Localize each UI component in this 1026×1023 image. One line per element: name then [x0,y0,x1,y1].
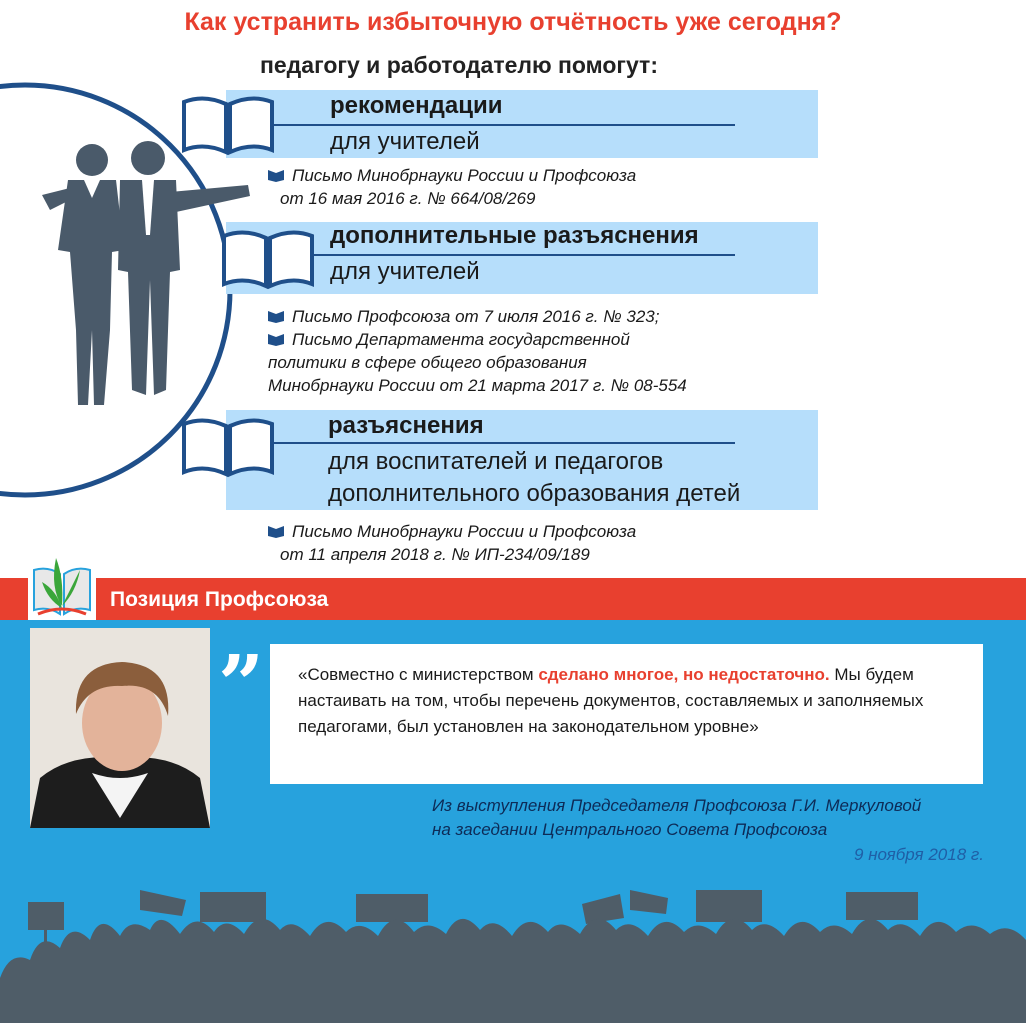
quote-mark-icon: ” [218,637,265,731]
open-book-icon [220,228,316,290]
crowd-silhouette [0,870,1026,1023]
quote-highlight: сделано многое, но недостаточно. [538,665,830,684]
item-1-sub: для учителей [330,128,480,155]
union-logo-icon [28,548,96,624]
section-title: Позиция Профсоюза [110,588,329,611]
item-3-refs [268,520,636,566]
ref-line: Минобрнауки России от 21 марта 2017 г. № 08-554 [268,376,687,395]
item-2-rule [310,254,735,256]
item-1-rule [270,124,735,126]
open-book-icon [180,94,276,156]
page-subtitle: педагогу и работодателю помогут: [260,52,658,78]
ref-line: политики в сфере общего образования [268,353,587,372]
item-2-sub: для учителей [330,258,480,285]
page-title: Как устранить избыточную отчётность уже сегодня? [184,8,842,36]
quote-text [298,662,968,740]
item-1-title: рекомендации [330,92,503,119]
attribution-line-1: Из выступления Председателя Профсоюза Г.И. Меркуловой [432,796,922,815]
quote-date: 9 ноября 2018 г. [854,845,984,864]
bullet-icon [268,306,284,320]
attribution-line-2: на заседании Центрального Совета Профсоюза [432,820,828,839]
bullet-icon [268,521,284,535]
item-3-title: разъяснения [328,412,484,439]
item-2-refs [268,305,687,397]
ref-line: от 11 апреля 2018 г. № ИП-234/09/189 [280,545,590,564]
quote-rest: Мы будем настаивать на том, чтобы перечень документов, составляемых и заполняемых педагогами, был установлен на законодательном уровне» [298,665,924,736]
ref-line: от 16 мая 2016 г. № 664/08/269 [280,189,536,208]
quote-start: «Совместно с министерством [298,665,539,684]
item-2-title: дополнительные разъяснения [330,222,699,249]
ref-line: Письмо Минобрнауки России и Профсоюза [292,522,637,541]
speaker-photo [30,628,210,828]
item-3-sub [328,446,740,510]
item-3-sub-line: дополнительного образования детей [328,480,741,507]
bullet-icon [268,329,284,343]
ref-line: Письмо Минобрнауки России и Профсоюза [292,166,637,185]
bullet-icon [268,165,284,179]
item-1-refs [268,164,636,210]
open-book-icon [180,416,276,478]
item-3-sub-line: для воспитателей и педагогов [328,448,664,475]
ref-line: Письмо Профсоюза от 7 июля 2016 г. № 323; [292,307,660,326]
item-3-rule [270,442,735,444]
ref-line: Письмо Департамента государственной [292,330,630,349]
